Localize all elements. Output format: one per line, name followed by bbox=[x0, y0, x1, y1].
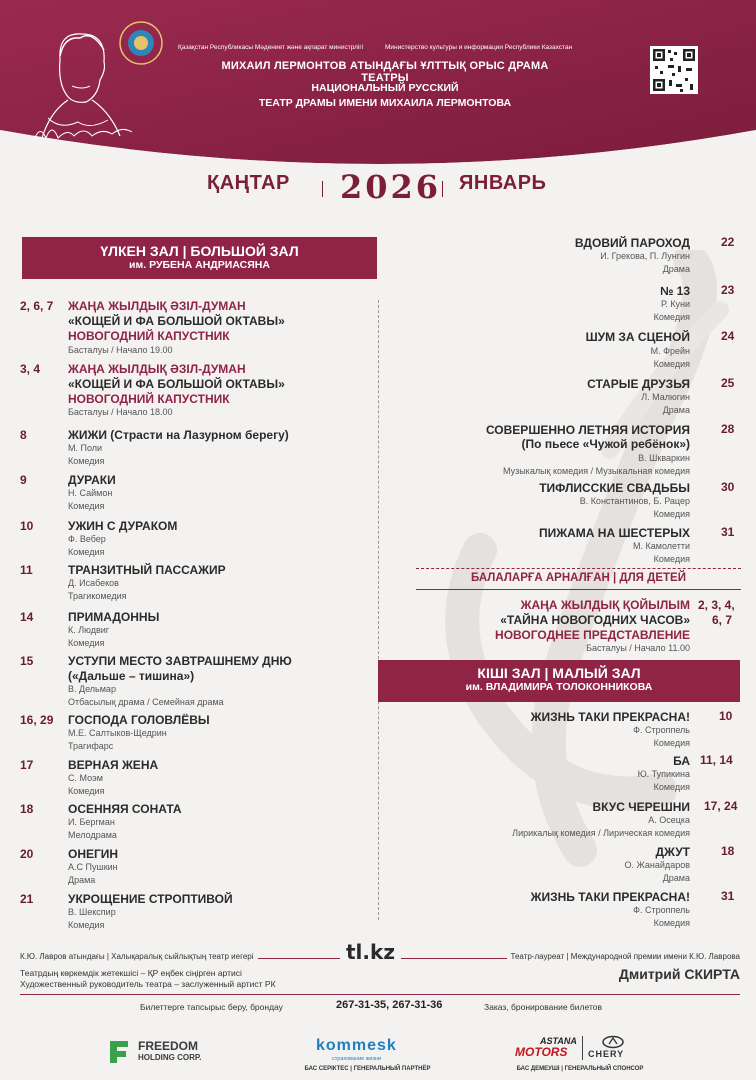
event-author: В. Константинов, Б. Рацер bbox=[579, 496, 690, 506]
big-hall-header bbox=[22, 237, 377, 279]
event-genre: Драма bbox=[68, 875, 96, 885]
chery-name: CHERY bbox=[588, 1049, 625, 1059]
event-author: К. Людвиг bbox=[68, 625, 110, 635]
kids-section-title: БАЛАЛАРҒА АРНАЛҒАН | ДЛЯ ДЕТЕЙ bbox=[416, 572, 741, 590]
event-dates: 17 bbox=[20, 758, 34, 772]
column-divider bbox=[378, 300, 379, 920]
event-dates: 10 bbox=[20, 519, 34, 533]
event-genre: Трагифарс bbox=[68, 741, 114, 751]
event-title[interactable]: № 13 bbox=[659, 284, 690, 298]
sponsor-label: БАС ДЕМЕУШІ | ГЕНЕРАЛЬНЫЙ СПОНСОР bbox=[516, 1066, 644, 1072]
event-author: Ф. Строппель bbox=[633, 905, 690, 915]
event-title[interactable]: ВЕРНАЯ ЖЕНА bbox=[68, 758, 159, 772]
event-genre: Драма bbox=[662, 264, 690, 274]
event-title[interactable]: ДУРАКИ bbox=[68, 473, 116, 487]
event-author: Ю. Тупикина bbox=[637, 769, 690, 779]
event-time: Басталуы / Начало 18.00 bbox=[68, 407, 173, 417]
footer-divider bbox=[20, 994, 740, 995]
event-dates: 21 bbox=[20, 892, 34, 906]
event-title[interactable]: СТАРЫЕ ДРУЗЬЯ bbox=[587, 377, 690, 391]
event-dates: 25 bbox=[721, 376, 735, 390]
event-author: Ф. Строппель bbox=[633, 725, 690, 735]
month-ru: ЯНВАРЬ bbox=[459, 172, 547, 194]
event-title[interactable]: «КОЩЕЙ И ФА БОЛЬШОЙ ОКТАВЫ» bbox=[68, 314, 285, 328]
event-dates: 17, 24 bbox=[704, 799, 738, 813]
partner-label: БАС СЕРІКТЕС | ГЕНЕРАЛЬНЫЙ ПАРТНЁР bbox=[304, 1066, 431, 1072]
kommesk-logo: kommesk bbox=[316, 1037, 397, 1054]
small-hall-header bbox=[378, 660, 740, 702]
event-author: Д. Исабеков bbox=[68, 578, 119, 588]
freedom-logo-icon bbox=[106, 1037, 132, 1065]
theatre-name-ru-2: ТЕАТР ДРАМЫ ИМЕНИ МИХАИЛА ЛЕРМОНТОВА bbox=[258, 97, 512, 109]
event-genre: Комедия bbox=[653, 918, 690, 928]
event-author: В. Дельмар bbox=[68, 684, 116, 694]
big-hall-title: ҮЛКЕН ЗАЛ | БОЛЬШОЙ ЗАЛ bbox=[100, 243, 299, 259]
event-genre: Комедия bbox=[68, 547, 105, 557]
event-dates: 31 bbox=[721, 889, 735, 903]
small-hall-title: КІШІ ЗАЛ | МАЛЫЙ ЗАЛ bbox=[477, 665, 641, 681]
booking-kz: Билеттерге тапсырыс беру, брондау bbox=[140, 1002, 283, 1012]
ministry-kz: Қазақстан Республикасы Мәдениет және ақпарат министрлігі bbox=[178, 44, 364, 51]
kids-event-title[interactable]: ЖАҢА ЖЫЛДЫҚ ҚОЙЫЛЫМ bbox=[520, 598, 690, 612]
kids-event-dates: 2, 3, 4, bbox=[698, 598, 735, 612]
event-title[interactable]: ПРИМАДОННЫ bbox=[68, 610, 160, 624]
event-dates: 18 bbox=[721, 844, 735, 858]
event-author: А. Осецка bbox=[648, 815, 690, 825]
event-title[interactable]: ГОСПОДА ГОЛОВЛЁВЫ bbox=[68, 713, 210, 727]
kids-event-title[interactable]: НОВОГОДНЕЕ ПРЕДСТАВЛЕНИЕ bbox=[495, 628, 690, 642]
event-title[interactable]: ТИФЛИССКИЕ СВАДЬБЫ bbox=[539, 481, 690, 495]
event-title[interactable]: «КОЩЕЙ И ФА БОЛЬШОЙ ОКТАВЫ» bbox=[68, 377, 285, 391]
event-genre: Комедия bbox=[68, 786, 105, 796]
event-author: В. Шекспир bbox=[68, 907, 116, 917]
event-genre: Комедия bbox=[68, 920, 105, 930]
event-author: М. Камолетти bbox=[633, 541, 690, 551]
kids-event-title[interactable]: «ТАЙНА НОВОГОДНИХ ЧАСОВ» bbox=[500, 613, 690, 627]
section-divider bbox=[416, 568, 741, 569]
event-dates: 20 bbox=[20, 847, 34, 861]
event-genre: Отбасылық драма / Семейная драма bbox=[68, 697, 224, 707]
event-genre: Комедия bbox=[653, 509, 690, 519]
ministry-emblem-icon bbox=[118, 20, 164, 66]
event-genre: Комедия bbox=[653, 782, 690, 792]
event-genre: Комедия bbox=[653, 359, 690, 369]
event-dates: 14 bbox=[20, 610, 34, 624]
event-genre: Драма bbox=[662, 405, 690, 415]
event-title[interactable]: ОНЕГИН bbox=[68, 847, 119, 861]
kids-event-dates: 6, 7 bbox=[712, 613, 733, 627]
astana-logo: ASTANA bbox=[540, 1036, 577, 1046]
event-dates: 10 bbox=[719, 709, 733, 723]
chery-logo-icon bbox=[601, 1035, 625, 1049]
event-genre: Комедия bbox=[653, 554, 690, 564]
theatre-name-kz: МИХАИЛ ЛЕРМОНТОВ АТЫНДАҒЫ ҰЛТТЫҚ ОРЫС ДРАМА ТЕАТРЫ bbox=[221, 60, 549, 84]
event-title[interactable]: НОВОГОДНИЙ КАПУСТНИК bbox=[68, 392, 230, 406]
event-title[interactable]: ЖАҢА ЖЫЛДЫҚ ӘЗІЛ-ДУМАН bbox=[68, 362, 246, 376]
event-dates: 11 bbox=[20, 563, 33, 577]
header-banner bbox=[0, 0, 756, 235]
event-dates: 30 bbox=[721, 480, 735, 494]
event-title[interactable]: УКРОЩЕНИЕ СТРОПТИВОЙ bbox=[68, 892, 233, 906]
lavrov-award-kz: К.Ю. Лавров атындағы | Халықаралық сыйлықтың театр иегері bbox=[20, 952, 258, 961]
event-genre: Музыкалық комедия / Музыкальная комедия bbox=[502, 466, 690, 476]
site-link[interactable]: tl.kz bbox=[340, 940, 401, 964]
event-title[interactable]: УЖИН С ДУРАКОМ bbox=[68, 519, 178, 533]
qr-code-icon[interactable] bbox=[650, 46, 698, 94]
event-dates: 11, 14 bbox=[700, 753, 733, 767]
event-genre: Трагикомедия bbox=[68, 591, 127, 601]
event-author: А.С Пушкин bbox=[68, 862, 118, 872]
year: 2026 bbox=[340, 168, 442, 206]
ministry-ru: Министерство культуры и информации Республики Казахстан bbox=[385, 44, 573, 51]
event-title[interactable]: ШУМ ЗА СЦЕНОЙ bbox=[585, 330, 690, 344]
event-genre: Комедия bbox=[68, 638, 105, 648]
event-dates: 24 bbox=[721, 329, 735, 343]
event-title[interactable]: ПИЖАМА НА ШЕСТЕРЫХ bbox=[539, 526, 690, 540]
event-title[interactable]: ЖИЗНЬ ТАКИ ПРЕКРАСНА! bbox=[530, 890, 690, 904]
event-title[interactable]: («Дальше – тишина») bbox=[68, 669, 195, 683]
event-genre: Комедия bbox=[653, 312, 690, 322]
event-genre: Лирикалық комедия / Лирическая комедия bbox=[512, 828, 690, 838]
event-title[interactable]: ВДОВИЙ ПАРОХОД bbox=[574, 236, 690, 250]
event-title[interactable]: ЖИЗНЬ ТАКИ ПРЕКРАСНА! bbox=[530, 710, 690, 724]
event-genre: Комедия bbox=[68, 456, 105, 466]
small-hall-subtitle: им. ВЛАДИМИРА ТОЛОКОННИКОВА bbox=[465, 681, 653, 693]
event-title[interactable]: ЖАҢА ЖЫЛДЫҚ ӘЗІЛ-ДУМАН bbox=[68, 299, 246, 313]
divider bbox=[442, 181, 443, 197]
theatre-name-ru-1: НАЦИОНАЛЬНЫЙ РУССКИЙ bbox=[311, 82, 459, 94]
event-title[interactable]: СОВЕРШЕННО ЛЕТНЯЯ ИСТОРИЯ bbox=[485, 423, 690, 437]
event-title[interactable]: НОВОГОДНИЙ КАПУСТНИК bbox=[68, 329, 230, 343]
event-title[interactable]: ТРАНЗИТНЫЙ ПАССАЖИР bbox=[68, 563, 226, 577]
event-title[interactable]: БА bbox=[673, 754, 690, 768]
event-author: Л. Малюгин bbox=[641, 392, 690, 402]
event-dates: 16, 29 bbox=[20, 713, 54, 727]
event-author: В. Шкваркин bbox=[638, 453, 690, 463]
director-title-kz: Театрдың көркемдік жетекшісі – ҚР еңбек сіңірген артисі bbox=[20, 968, 242, 978]
event-dates: 28 bbox=[721, 422, 735, 436]
booking-phones[interactable]: 267-31-35, 267-31-36 bbox=[336, 999, 443, 1011]
event-dates: 9 bbox=[20, 473, 27, 487]
event-dates: 2, 6, 7 bbox=[20, 299, 54, 313]
event-genre: Драма bbox=[662, 873, 690, 883]
event-dates: 3, 4 bbox=[20, 362, 41, 376]
booking-ru: Заказ, бронирование билетов bbox=[484, 1002, 602, 1012]
event-dates: 23 bbox=[721, 283, 735, 297]
event-dates: 8 bbox=[20, 428, 27, 442]
event-author: И. Грекова, П. Лунгин bbox=[600, 251, 690, 261]
event-genre: Комедия bbox=[68, 501, 105, 511]
divider bbox=[322, 181, 323, 197]
month-kz: ҚАҢТАР bbox=[207, 172, 290, 194]
event-time: Басталуы / Начало 19.00 bbox=[68, 345, 173, 355]
event-author: М. Поли bbox=[68, 443, 103, 453]
event-author: Н. Саймон bbox=[68, 488, 113, 498]
freedom-subname: HOLDING CORP. bbox=[138, 1053, 202, 1062]
event-author: И. Бергман bbox=[68, 817, 115, 827]
director-title-ru: Художественный руководитель театра – заслуженный артист РК bbox=[20, 979, 276, 989]
event-title[interactable]: (По пьесе «Чужой ребёнок») bbox=[521, 437, 690, 451]
event-author: М.Е. Салтыков-Щедрин bbox=[68, 728, 167, 738]
motors-logo: MOTORS bbox=[515, 1045, 568, 1059]
event-dates: 31 bbox=[721, 525, 735, 539]
event-genre: Мелодрама bbox=[68, 830, 117, 840]
event-title[interactable]: ЖИЖИ (Страсти на Лазурном берегу) bbox=[68, 428, 289, 442]
kommesk-sub: страхование жизни bbox=[332, 1056, 382, 1062]
freedom-name: FREEDOM bbox=[138, 1039, 198, 1053]
event-author: О. Жанайдаров bbox=[624, 860, 690, 870]
event-author: М. Фрейн bbox=[650, 346, 690, 356]
event-title[interactable]: ДЖУТ bbox=[655, 845, 690, 859]
event-author: С. Моэм bbox=[68, 773, 103, 783]
event-dates: 22 bbox=[721, 235, 735, 249]
event-author: Р. Куни bbox=[660, 299, 690, 309]
logo-divider bbox=[582, 1036, 583, 1060]
kids-event-time: Басталуы / Начало 11.00 bbox=[586, 643, 690, 653]
event-title[interactable]: ОСЕННЯЯ СОНАТА bbox=[68, 802, 182, 816]
event-author: Ф. Вебер bbox=[68, 534, 106, 544]
signature-icon bbox=[28, 118, 138, 148]
event-genre: Комедия bbox=[653, 738, 690, 748]
big-hall-subtitle: им. РУБЕНА АНДРИАСЯНА bbox=[129, 259, 270, 271]
event-dates: 18 bbox=[20, 802, 34, 816]
lavrov-award-ru: Театр-лауреат | Международной премии имени К.Ю. Лаврова bbox=[507, 952, 740, 961]
event-dates: 15 bbox=[20, 654, 34, 668]
event-title[interactable]: ВКУС ЧЕРЕШНИ bbox=[592, 800, 690, 814]
director-name: Дмитрий СКИРТА bbox=[618, 966, 740, 982]
event-title[interactable]: УСТУПИ МЕСТО ЗАВТРАШНЕМУ ДНЮ bbox=[68, 654, 292, 668]
